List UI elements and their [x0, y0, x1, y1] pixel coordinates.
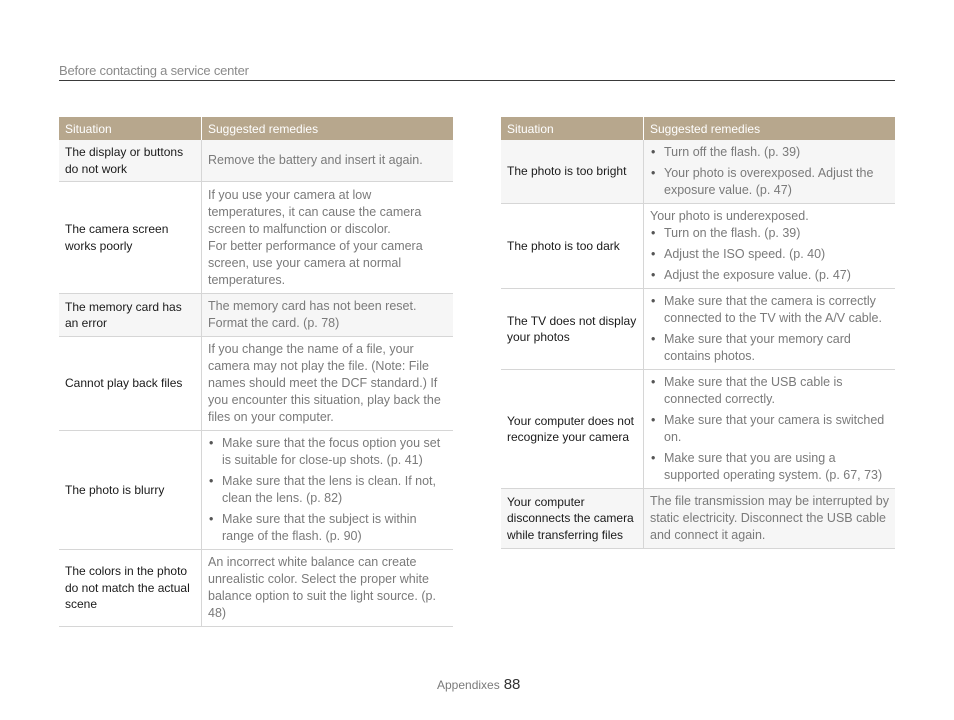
remedy-bullet-text: Make sure that the lens is clean. If not, clean the lens. (p. 82) — [222, 474, 437, 505]
remedy-text: If you change the name of a file, your camera may not play the file. (Note: File names should meet the DCF standard.) If you encounter this situation, play back the files on your computer. — [208, 342, 441, 424]
remedy-cell — [644, 204, 896, 289]
remedy-bullet — [650, 412, 890, 446]
page-number: 88 — [503, 676, 521, 693]
remedy-bullet — [650, 293, 890, 327]
table-row — [501, 370, 895, 489]
remedy-bullet-text: Adjust the ISO speed. (p. 40) — [664, 247, 826, 261]
bullet-icon: • — [651, 166, 656, 180]
bullet-icon: • — [209, 512, 214, 526]
remedy-list — [650, 374, 890, 484]
table-row — [59, 550, 453, 627]
table-row — [59, 182, 453, 294]
situation-cell: Your computer does not recognize your camera — [501, 370, 644, 489]
remedy-text: For better performance of your camera screen, use your camera at normal temperatures. — [208, 238, 423, 287]
remedy-bullet — [208, 511, 448, 545]
remedy-bullet-text: Make sure that your memory card contains photos. — [664, 332, 851, 363]
page-footer — [437, 676, 520, 693]
situation-cell: The photo is too dark — [501, 204, 644, 289]
troubleshooting-table-left — [59, 117, 453, 627]
remedy-bullet-text: Adjust the exposure value. (p. 47) — [664, 268, 851, 282]
situation-cell: Your computer disconnects the camera while transferring files — [501, 489, 644, 549]
table-row — [501, 204, 895, 289]
table-row — [59, 294, 453, 337]
remedy-list — [650, 144, 890, 199]
remedy-bullet-text: Make sure that the USB cable is connected correctly. — [664, 375, 843, 406]
remedy-bullet-text: Make sure that the camera is correctly connected to the TV with the A/V cable. — [664, 294, 882, 325]
remedy-list — [650, 225, 890, 284]
remedy-cell — [202, 140, 454, 182]
remedy-bullet — [650, 165, 890, 199]
remedy-text: An incorrect white balance can create unrealistic color. Select the proper white balance option to suit the light source. (p. 48) — [208, 555, 436, 620]
remedy-text: If you use your camera at low temperatures, it can cause the camera screen to malfunction or discolor. — [208, 187, 422, 236]
remedy-bullet — [650, 450, 890, 484]
remedy-bullet-text: Make sure that the subject is within range of the flash. (p. 90) — [222, 512, 417, 543]
remedy-bullet — [650, 267, 890, 284]
situation-cell: The colors in the photo do not match the actual scene — [59, 550, 202, 627]
remedy-list — [208, 435, 448, 545]
remedy-bullet-text: Make sure that you are using a supported operating system. (p. 67, 73) — [664, 451, 883, 482]
column-header-situation: Situation — [501, 117, 644, 140]
table-header-row — [501, 117, 895, 140]
table-row — [501, 140, 895, 204]
column-header-remedies: Suggested remedies — [202, 117, 454, 140]
remedy-bullet — [650, 225, 890, 242]
bullet-icon: • — [651, 247, 656, 261]
table-row — [59, 337, 453, 431]
remedy-text: Remove the battery and insert it again. — [208, 153, 423, 167]
situation-cell: The photo is blurry — [59, 431, 202, 550]
table-body-right — [501, 140, 895, 549]
remedy-cell — [644, 489, 896, 549]
footer-section: Appendixes — [437, 678, 500, 692]
bullet-icon: • — [651, 375, 656, 389]
table-header-row — [59, 117, 453, 140]
remedy-cell — [202, 431, 454, 550]
situation-cell: Cannot play back files — [59, 337, 202, 431]
remedy-cell — [644, 140, 896, 204]
bullet-icon: • — [651, 451, 656, 465]
situation-cell: The TV does not display your photos — [501, 289, 644, 370]
table-body-left — [59, 140, 453, 627]
situation-cell: The photo is too bright — [501, 140, 644, 204]
remedy-cell — [202, 182, 454, 294]
column-header-remedies: Suggested remedies — [644, 117, 896, 140]
situation-cell: The memory card has an error — [59, 294, 202, 337]
remedy-text: The memory card has not been reset. Format the card. (p. 78) — [208, 299, 417, 330]
bullet-icon: • — [651, 413, 656, 427]
troubleshooting-table-right — [501, 117, 895, 549]
remedy-bullet — [650, 144, 890, 161]
remedy-cell — [202, 294, 454, 337]
remedy-bullet-text: Make sure that the focus option you set is suitable for close-up shots. (p. 41) — [222, 436, 441, 467]
remedy-bullet-text: Make sure that your camera is switched on. — [664, 413, 885, 444]
remedy-cell — [202, 550, 454, 627]
table-row — [501, 289, 895, 370]
remedy-text: The file transmission may be interrupted by static electricity. Disconnect the USB cable and connect it again. — [650, 494, 889, 542]
page-header — [59, 62, 895, 81]
bullet-icon: • — [651, 226, 656, 240]
remedy-cell — [202, 337, 454, 431]
bullet-icon: • — [651, 145, 656, 159]
remedy-bullet-text: Turn off the flash. (p. 39) — [664, 145, 801, 159]
remedy-text: Your photo is underexposed. — [650, 209, 809, 223]
remedy-bullet — [650, 246, 890, 263]
remedy-cell — [644, 289, 896, 370]
table-row — [501, 489, 895, 549]
situation-cell: The camera screen works poorly — [59, 182, 202, 294]
remedy-bullet — [650, 331, 890, 365]
remedy-cell — [644, 370, 896, 489]
remedy-bullet — [208, 435, 448, 469]
bullet-icon: • — [651, 294, 656, 308]
remedy-list — [650, 293, 890, 365]
bullet-icon: • — [209, 474, 214, 488]
remedy-bullet-text: Turn on the flash. (p. 39) — [664, 226, 801, 240]
bullet-icon: • — [651, 332, 656, 346]
table-row — [59, 431, 453, 550]
remedy-bullet — [208, 473, 448, 507]
column-header-situation: Situation — [59, 117, 202, 140]
remedy-bullet-text: Your photo is overexposed. Adjust the exposure value. (p. 47) — [664, 166, 874, 197]
table-row — [59, 140, 453, 182]
remedy-bullet — [650, 374, 890, 408]
bullet-icon: • — [209, 436, 214, 450]
header-title: Before contacting a service center — [59, 63, 249, 78]
situation-cell: The display or buttons do not work — [59, 140, 202, 182]
bullet-icon: • — [651, 268, 656, 282]
